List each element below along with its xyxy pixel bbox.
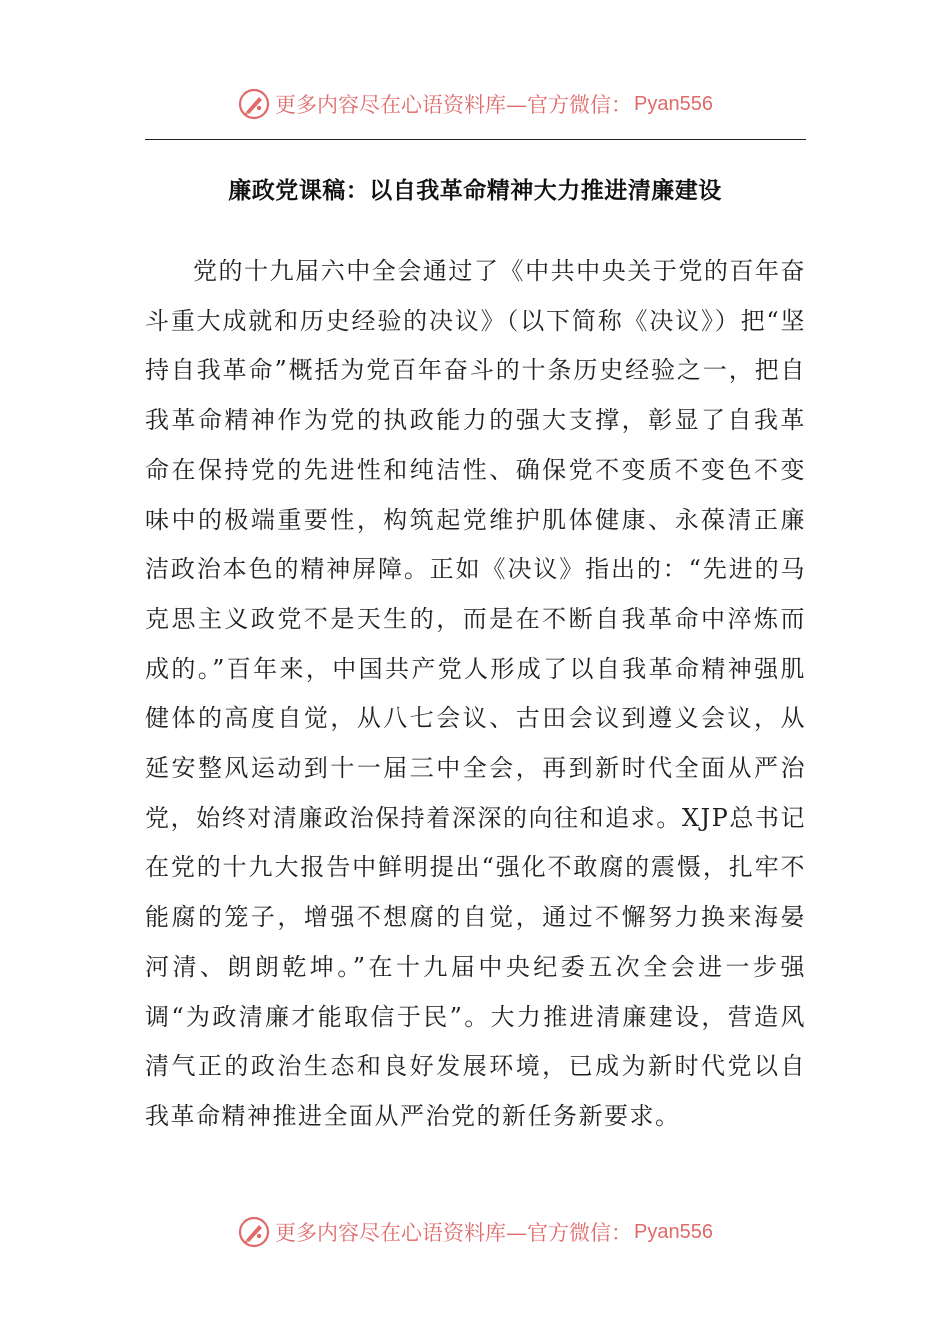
- body-paragraph: 党的十九届六中全会通过了《中共中央关于党的百年奋斗重大成就和历史经验的决议》（以下简称《决议》）把“坚持自我革命”概括为党百年奋斗的十条历史经验之一，把自我革命精神作为党的执政能力的强大支撑，彰显了自我革命在保持党的先进性和纯洁性、确保党不变质不变色不变味中的极端重要性，构筑起党维护肌体健康、永葆清正廉洁政治本色的精神屏障。正如《决议》指出的：“先进的马克思主义政党不是天生的，而是在不断自我革命中淬炼而成的。”百年来，中国共产党人形成了以自我革命精神强肌健体的高度自觉，从八七会议、古田会议到遵义会议，从延安整风运动到十一届三中全会，再到新时代全面从严治党，始终对清廉政治保持着深深的向往和追求。XJP总书记在党的十九大报告中鲜明提出“强化不敢腐的震慑，扎牢不能腐的笼子，增强不想腐的自觉，通过不懈努力换来海晏河清、朗朗乾坤。”在十九届中央纪委五次全会进一步强调“为政清廉才能取信于民”。大力推进清廉建设，营造风清气正的政治生态和良好发展环境，已成为新时代党以自我革命精神推进全面从严治党的新任务新要求。: [145, 257, 806, 1130]
- pen-logo-icon: [237, 87, 271, 121]
- document-title: 廉政党课稿：以自我革命精神大力推进清廉建设: [228, 177, 722, 204]
- watermark-handle: Pyan556: [634, 1220, 713, 1243]
- pen-logo-icon: [237, 1215, 271, 1249]
- watermark-handle: Pyan556: [634, 92, 713, 115]
- header-divider: [145, 139, 806, 140]
- watermark-footer: [0, 1210, 950, 1254]
- watermark-header: [0, 82, 950, 126]
- watermark-text: 更多内容尽在心语资料库—官方微信：: [275, 93, 633, 117]
- watermark-text: 更多内容尽在心语资料库—官方微信：: [275, 1221, 633, 1245]
